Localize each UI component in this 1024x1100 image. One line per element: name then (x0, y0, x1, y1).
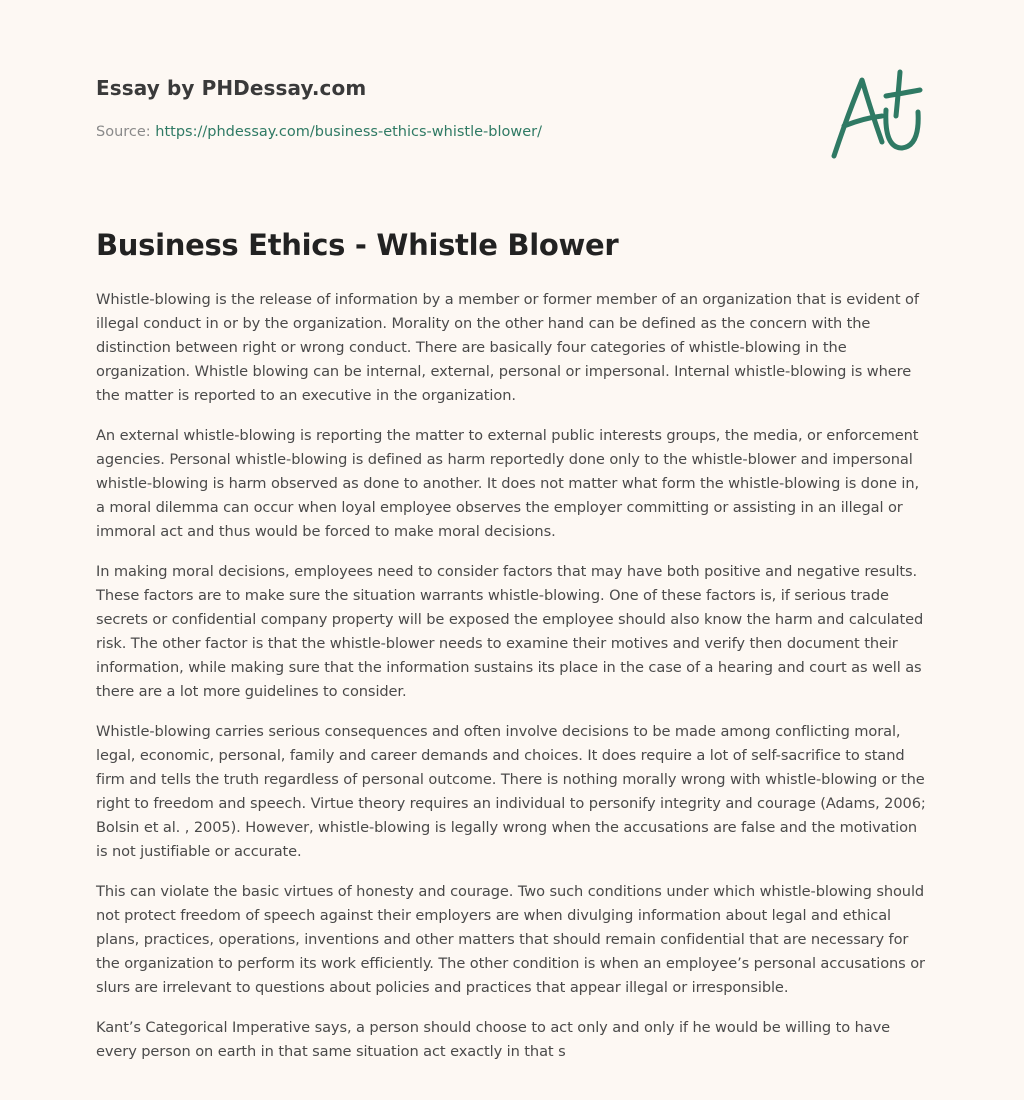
essay-paragraph: An external whistle-blowing is reporting the matter to external public interests groups, the media, or enforcement agencies. Personal whistle-blowing is defined as harm reportedly done only to the whistle-blower and impersonal whistle-blowing is harm observed as done to another. It does not matter what form the whistle-blowing is done in, a moral dilemma can occur when loyal employee observes the employer committing or assisting in an illegal or immoral act and thus would be forced to make moral decisions. (96, 427, 920, 540)
a-plus-logo-icon (826, 66, 930, 166)
header (96, 0, 928, 210)
essay-paragraph: Whistle-blowing is the release of information by a member or former member of an organization that is evident of illegal conduct in or by the organization. Morality on the other hand can be defined as the concern with the distinction between right or wrong conduct. There are basically four categories of whistle-blowing in the organization. Whistle blowing can be internal, external, personal or impersonal. Internal whistle-blowing is where the matter is reported to an executive in the organization. (96, 291, 919, 404)
essay-title: Business Ethics - Whistle Blower (96, 228, 619, 262)
essay-paragraph: This can violate the basic virtues of honesty and courage. Two such conditions under which whistle-blowing should not protect freedom of speech against their employers are when divulging information about legal and ethical plans, practices, operations, inventions and other matters that should remain confidential that are necessary for the organization to perform its work efficiently. The other condition is when an employee’s personal accusations or slurs are irrelevant to questions about policies and practices that appear illegal or irresponsible. (96, 883, 925, 996)
essay-body (96, 288, 928, 1064)
essay-paragraph: In making moral decisions, employees need to consider factors that may have both positive and negative results. These factors are to make sure the situation warrants whistle-blowing. One of these factors is, if serious trade secrets or confidential company property will be exposed the employee should also know the harm and calculated risk. The other factor is that the whistle-blower needs to examine their motives and verify then document their information, while making sure that the information sustains its place in the case of a hearing and court as well as there are a lot more guidelines to consider. (96, 563, 924, 700)
essay-paragraph: Kant’s Categorical Imperative says, a person should choose to act only and only if he would be willing to have every person on earth in that same situation act exactly in that s (96, 1019, 891, 1060)
source-label: Source: (96, 124, 156, 140)
brand-title: Essay by PHDessay.com (96, 76, 367, 100)
source-line (96, 124, 542, 140)
source-link[interactable]: https://phdessay.com/business-ethics-whistle-blower/ (155, 124, 543, 140)
essay-paragraph: Whistle-blowing carries serious consequences and often involve decisions to be made among conflicting moral, legal, economic, personal, family and career demands and choices. It does require a lot of self-sacrifice to stand firm and tells the truth regardless of personal outcome. There is nothing morally wrong with whistle-blowing or the right to freedom and speech. Virtue theory requires an individual to personify integrity and courage (Adams, 2006; Bolsin et al. , 2005). However, whistle-blowing is legally wrong when the accusations are false and the motivation is not justifiable or accurate. (96, 723, 926, 860)
